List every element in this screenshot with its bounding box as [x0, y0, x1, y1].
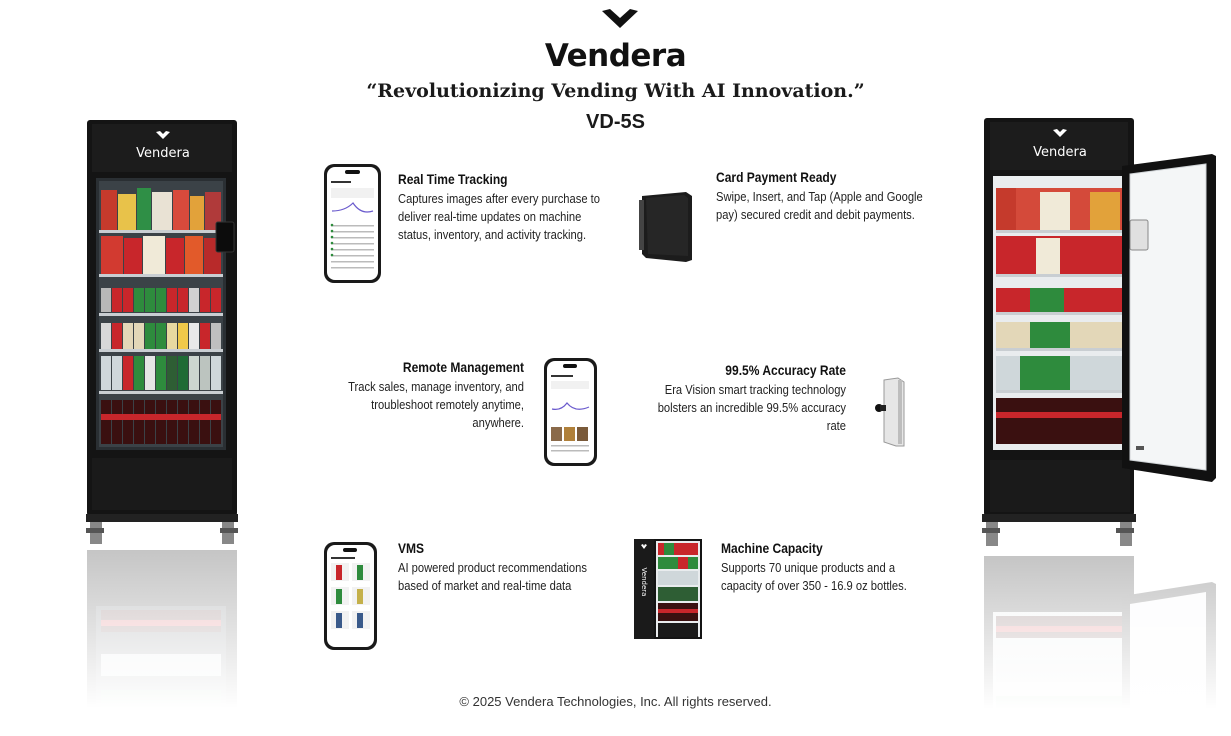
feature-card-payment: [716, 169, 966, 224]
phone-vms-image: [323, 541, 378, 651]
feature-title: Machine Capacity: [721, 540, 823, 556]
fridge-left-image: [84, 118, 240, 550]
feature-description: Era Vision smart tracking technology bolsters an incredible 99.5% accuracy rate: [657, 382, 846, 433]
tagline: “Revolutionizing Vending With AI Innovation.”: [366, 80, 865, 102]
feature-description: Track sales, manage inventory, and troubleshoot remotely anytime, anywhere.: [348, 379, 524, 430]
feature-title: 99.5% Accuracy Rate: [725, 362, 846, 378]
machine-capacity-image-label: Vendera: [640, 567, 648, 597]
phone-remote-image: [543, 357, 598, 467]
feature-description: Swipe, Insert, and Tap (Apple and Google pay) secured credit and debit payments.: [716, 189, 923, 222]
feature-title: Card Payment Ready: [716, 169, 837, 185]
feature-vms: [398, 540, 628, 595]
fridge-right-label: Vendera: [1033, 145, 1087, 160]
model-number: VD-5S: [586, 111, 645, 133]
vision-camera-image: [872, 376, 908, 448]
vendera-logo-icon: [600, 8, 640, 30]
feature-title: Remote Management: [402, 359, 524, 375]
feature-title: VMS: [398, 540, 425, 556]
brand-title: Vendera: [544, 38, 687, 74]
feature-accuracy-rate: [610, 362, 846, 435]
footer-copyright: © 2025 Vendera Technologies, Inc. All rights reserved.: [459, 694, 772, 709]
feature-remote-management: [288, 359, 524, 432]
feature-description: AI powered product recommendations based of market and real-time data: [398, 560, 587, 593]
feature-real-time-tracking: [398, 171, 638, 244]
card-reader-image: [636, 190, 696, 264]
fridge-right-image: [980, 116, 1220, 556]
fridge-right-reflection-fade: [976, 556, 1226, 736]
fridge-left-label: Vendera: [136, 146, 190, 161]
feature-description: Captures images after every purchase to deliver real-time updates on machine status, inventory, and activity tracking.: [398, 191, 600, 242]
feature-description: Supports 70 unique products and a capacity of over 350 - 16.9 oz bottles.: [721, 560, 907, 593]
phone-tracking-image: [323, 163, 383, 284]
feature-title: Real Time Tracking: [398, 171, 508, 187]
feature-machine-capacity: [721, 540, 957, 595]
